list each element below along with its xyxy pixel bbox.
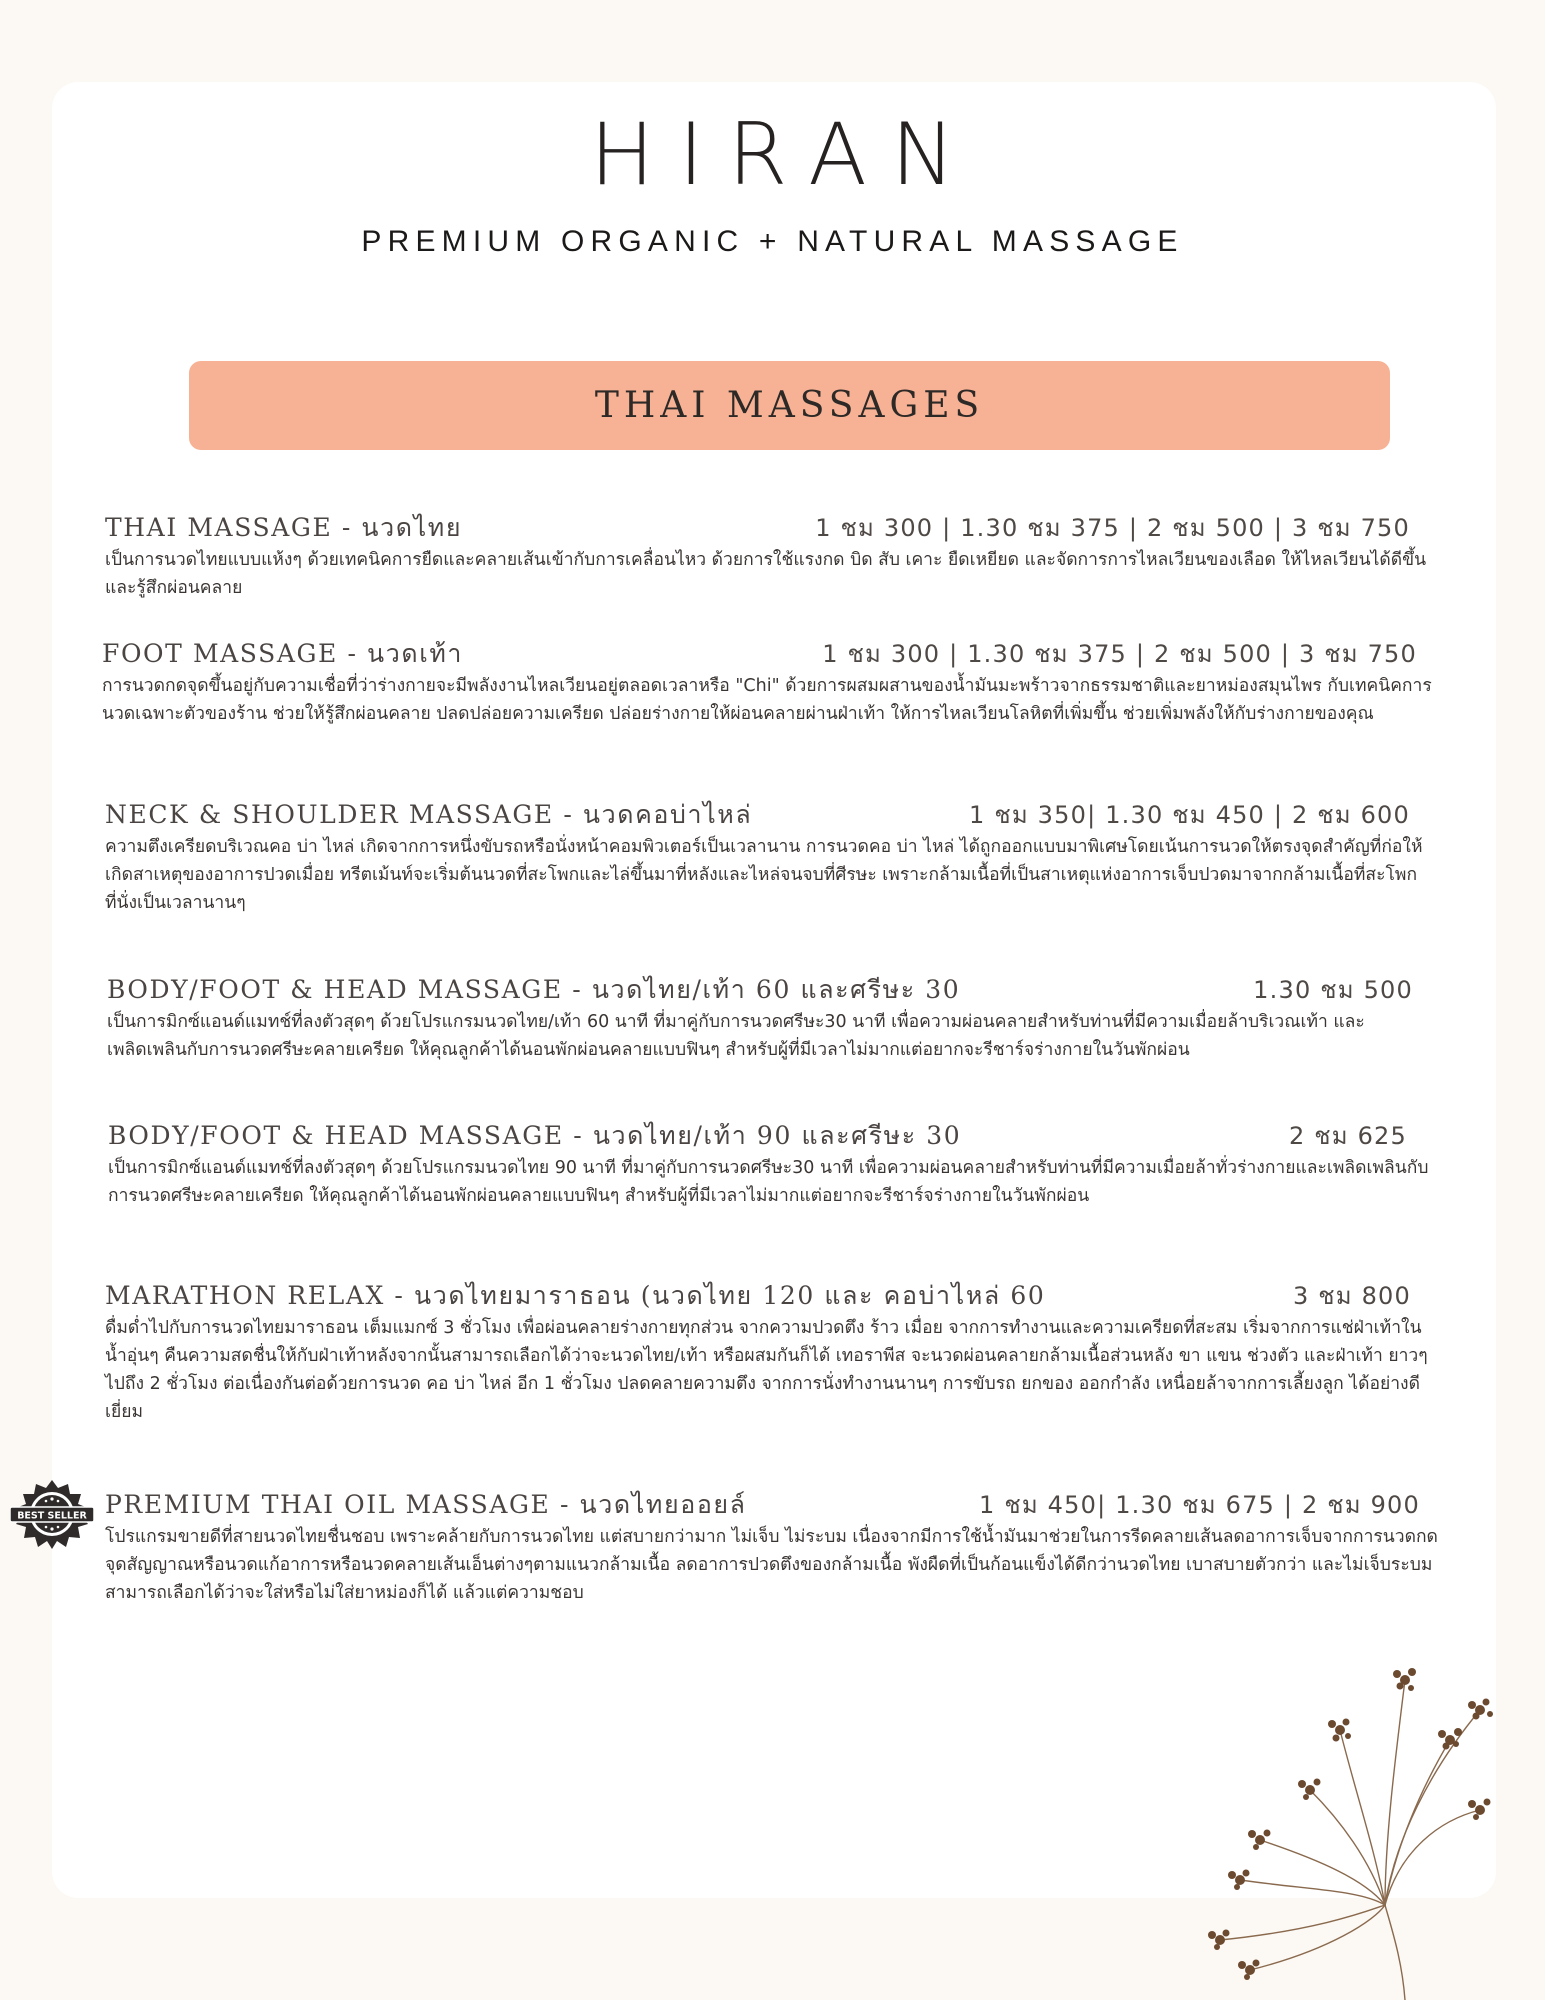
service-price: 2 ชม 625	[1288, 1122, 1407, 1150]
service-description: เป็นการมิกซ์แอนด์แมทช์ที่ลงตัวสุดๆ ด้วยโปรแกรมนวดไทย 90 นาที ที่มาคู่กับการนวดศรีษะ30 นาที เพื่อความผ่อนคลายสำหรับท่านที่มีความเมื่อยล้าทั่วร่างกายและเพลิดเพลินกับการนวดศรีษะคลายเครียด ให้คุณลูกค้าได้นอนพักผ่อนคลายแบบฟินๆ สำหรับผู้ที่มีเวลาไม่มากแต่อยากจะรีชาร์จร่างกายในวันพักผ่อน	[108, 1158, 1429, 1206]
service-item	[0, 1120, 1545, 1206]
service-name: BODY/FOOT & HEAD MASSAGE - นวดไทย/เท้า 90 และศรีษะ 30	[108, 1121, 962, 1150]
section-title: THAI MASSAGES	[594, 385, 985, 426]
dried-flower-decoration-icon	[1180, 1650, 1510, 2000]
brand-logo-text: HIRAN	[589, 105, 980, 205]
service-description: โปรแกรมขายดีที่สายนวดไทยชื่นชอบ เพราะคล้ายกับการนวดไทย แต่สบายกว่ามาก ไม่เจ็บ ไม่ระบม เนื่องจากมีการใช้น้ำมันมาช่วยในการรีดคลายเส้นลดอาการเจ็บจากการนวดกดจุดสัญญาณหรือนวดแก้อาการหรือนวดคลายเส้นเอ็นต่างๆตามแนวกล้ามเนื้อ ลดอาการปวดตึงของกล้ามเนื้อ พังผืดที่เป็นก้อนแข็งได้ดีกว่านวดไทย เบาสบายตัวกว่า และไม่เจ็บระบม สามารถเลือกได้ว่าจะใส่หรือไม่ใส่ยาหม่องก็ได้ แล้วแต่ความชอบ	[105, 1527, 1438, 1603]
service-price: 1.30 ชม 500	[1253, 976, 1413, 1004]
service-description: ความตึงเครียดบริเวณคอ บ่า ไหล่ เกิดจากการหนึ่งขับรถหรือนั่งหน้าคอมพิวเตอร์เป็นเวลานาน การนวดคอ บ่า ไหล่ ได้ถูกออกแบบมาพิเศษโดยเน้นการนวดให้ตรงจุดสำคัญที่ก่อให้เกิดสาเหตุของอาการปวดเมื่อย ทรีตเม้นท์จะเริ่มต้นนวดที่สะโพกและไล่ขึ้นมาที่หลังและไหล่จนจบที่ศีรษะ เพราะกล้ามเนื้อที่เป็นสาเหตุแห่งอาการเจ็บปวดมาจากกล้ามเนื้อที่สะโพกที่นั่งเป็นเวลานานๆ	[105, 837, 1423, 913]
service-item	[0, 512, 1545, 598]
service-price: 1 ชม 350| 1.30 ชม 450 | 2 ชม 600	[969, 801, 1410, 829]
service-item	[0, 799, 1545, 913]
service-name: PREMIUM THAI OIL MASSAGE - นวดไทยออยล์	[105, 1490, 747, 1519]
service-price: 1 ชม 300 | 1.30 ชม 375 | 2 ชม 500 | 3 ชม 750	[815, 514, 1410, 542]
service-name: THAI MASSAGE - นวดไทย	[105, 513, 463, 542]
service-price: 1 ชม 300 | 1.30 ชม 375 | 2 ชม 500 | 3 ชม 750	[822, 640, 1417, 668]
best-seller-badge-icon	[10, 1478, 94, 1550]
service-price: 1 ชม 450| 1.30 ชม 675 | 2 ชม 900	[979, 1491, 1420, 1519]
section-banner	[189, 361, 1390, 450]
service-name: FOOT MASSAGE - นวดเท้า	[102, 639, 464, 668]
badge-text: BEST SELLER	[17, 1510, 87, 1522]
service-price: 3 ชม 800	[1292, 1282, 1411, 1310]
service-description: เป็นการมิกซ์แอนด์แมทช์ที่ลงตัวสุดๆ ด้วยโปรแกรมนวดไทย/เท้า 60 นาที ที่มาคู่กับการนวดศรีษะ30 นาที เพื่อความผ่อนคลายสำหรับท่านที่มีความเมื่อยล้าบริเวณเท้า และเพลิดเพลินกับการนวดศรีษะคลายเครียด ให้คุณลูกค้าได้นอนพักผ่อนคลายแบบฟินๆ สำหรับผู้ที่มีเวลาไม่มากแต่อยากจะรีชาร์จร่างกายในวันพักผ่อน	[107, 1012, 1365, 1060]
service-description: ดื่มด่ำไปกับการนวดไทยมาราธอน เต็มแมกซ์ 3 ชั่วโมง เพื่อผ่อนคลายร่างกายทุกส่วน จากความปวดตึง ร้าว เมื่อย จากการทำงานและความเครียดที่สะสม เริ่มจากการแช่ฝ่าเท้าในน้ำอุ่นๆ คืนความสดชื่นให้กับฝ่าเท้าหลังจากนั้นสามารถเลือกได้ว่าจะนวดไทย/เท้า หรือผสมกันก็ได้ เทอราพีส จะนวดผ่อนคลายกล้ามเนื้อส่วนหลัง ขา แขน ช่วงตัว และฝ่าเท้า ยาวๆไปถึง 2 ชั่วโมง ต่อเนื่องกันต่อด้วยการนวด คอ บ่า ไหล่ อีก 1 ชั่วโมง ปลดคลายความตึง จากการนั่งทำงานนานๆ การขับรถ ยกของ ออกกำลัง เหนื่อยล้าจากการเลี้ยงลูก ได้อย่างดีเยี่ยม	[105, 1318, 1428, 1422]
service-name: BODY/FOOT & HEAD MASSAGE - นวดไทย/เท้า 60 และศรีษะ 30	[107, 975, 961, 1004]
service-item	[0, 638, 1545, 724]
brand-tagline: PREMIUM ORGANIC + NATURAL MASSAGE	[361, 225, 1184, 258]
service-description: เป็นการนวดไทยแบบแห้งๆ ด้วยเทคนิคการยืดและคลายเส้นเข้ากับการเคลื่อนไหว ด้วยการใช้แรงกด บิด สับ เคาะ ยืดเหยียด และจัดการการไหลเวียนของเลือด ให้ไหลเวียนได้ดีขึ้นและรู้สึกผ่อนคลาย	[105, 550, 1427, 598]
service-item	[0, 1280, 1545, 1422]
service-name: MARATHON RELAX - นวดไทยมาราธอน (นวดไทย 120 และ คอบ่าไหล่ 60	[105, 1281, 1046, 1310]
service-item	[0, 974, 1545, 1060]
service-description: การนวดกดจุดขึ้นอยู่กับความเชื่อที่ว่าร่างกายจะมีพลังงานไหลเวียนอยู่ตลอดเวลาหรือ "Chi" ด้วยการผสมผสานของน้ำมันมะพร้าวจากธรรมชาติและยาหม่องสมุนไพร กับเทคนิคการนวดเฉพาะตัวของร้าน ช่วยให้รู้สึกผ่อนคลาย ปลดปล่อยความเครียด ปล่อยร่างกายให้ผ่อนคลายผ่านฝ่าเท้า ให้การไหลเวียนโลหิตที่เพิ่มขึ้น ช่วยเพิ่มพลังให้กับร่างกายของคุณ	[102, 676, 1432, 724]
service-name: NECK & SHOULDER MASSAGE - นวดคอบ่าไหล่	[105, 800, 753, 829]
